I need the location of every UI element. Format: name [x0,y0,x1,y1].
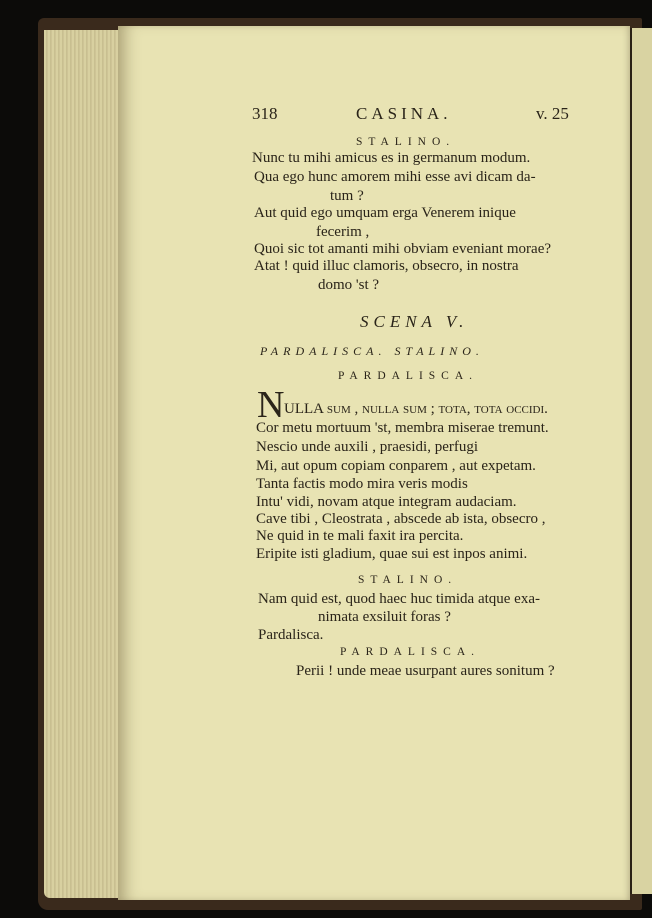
speaker-name: PARDALISCA. [338,370,479,382]
text-line: Mi, aut opum copiam conparem , aut expetam. [256,458,536,474]
text-line: Perii ! unde meae usurpant aures sonitum ? [296,663,555,679]
scene-cast: PARDALISCA. STALINO. [260,344,484,358]
page-number: 318 [252,104,278,123]
text-line: Cave tibi , Cleostrata , abscede ab ista, obsecro , [256,511,546,527]
facing-page-edge [630,28,652,894]
text-line: Intu' vidi, novam atque integram audaciam. [256,494,517,510]
text-line: Eripite isti gladium, quae sui est inpos animi. [256,546,528,562]
text-line: tum ? [330,188,364,204]
speaker-name: STALINO. [356,136,456,148]
text-line: nimata exsiluit foras ? [318,609,451,625]
first-line-text: ULLA sum , nulla sum ; tota, tota occidi. [284,401,548,417]
text-line [284,401,548,418]
text-line: Pardalisca. [258,627,324,643]
text-line: domo 'st ? [318,277,380,293]
text-line: Nam quid est, quod haec huc timida atque exa- [258,591,540,607]
verse-number: v. 25 [536,104,569,123]
text-line: Tanta factis modo mira veris modis [256,476,468,492]
text-line: Aut quid ego umquam erga Venerem inique [254,205,516,221]
drop-cap: N [257,384,285,426]
scene-heading: SCENA V. [360,312,469,331]
running-header [0,104,652,128]
text-line: Nunc tu mihi amicus es in germanum modum. [252,150,531,166]
text-line: Ne quid in te mali faxit ira percita. [256,528,464,544]
text-line: Quoi sic tot amanti mihi obviam eveniant morae? [254,241,552,257]
text-line: Nescio unde auxili , praesidi, perfugi [256,439,479,455]
speaker-name: PARDALISCA. [340,646,481,658]
text-line: Qua ego hunc amorem mihi esse avi dicam da- [254,169,536,185]
page-edges [44,30,124,898]
running-title: CASINA. [356,104,452,123]
speaker-name: STALINO. [358,574,458,586]
text-line: fecerim , [316,224,370,240]
text-line: Cor metu mortuum 'st, membra miserae tremunt. [256,420,549,436]
text-line: Atat ! quid illuc clamoris, obsecro, in nostra [254,258,519,274]
